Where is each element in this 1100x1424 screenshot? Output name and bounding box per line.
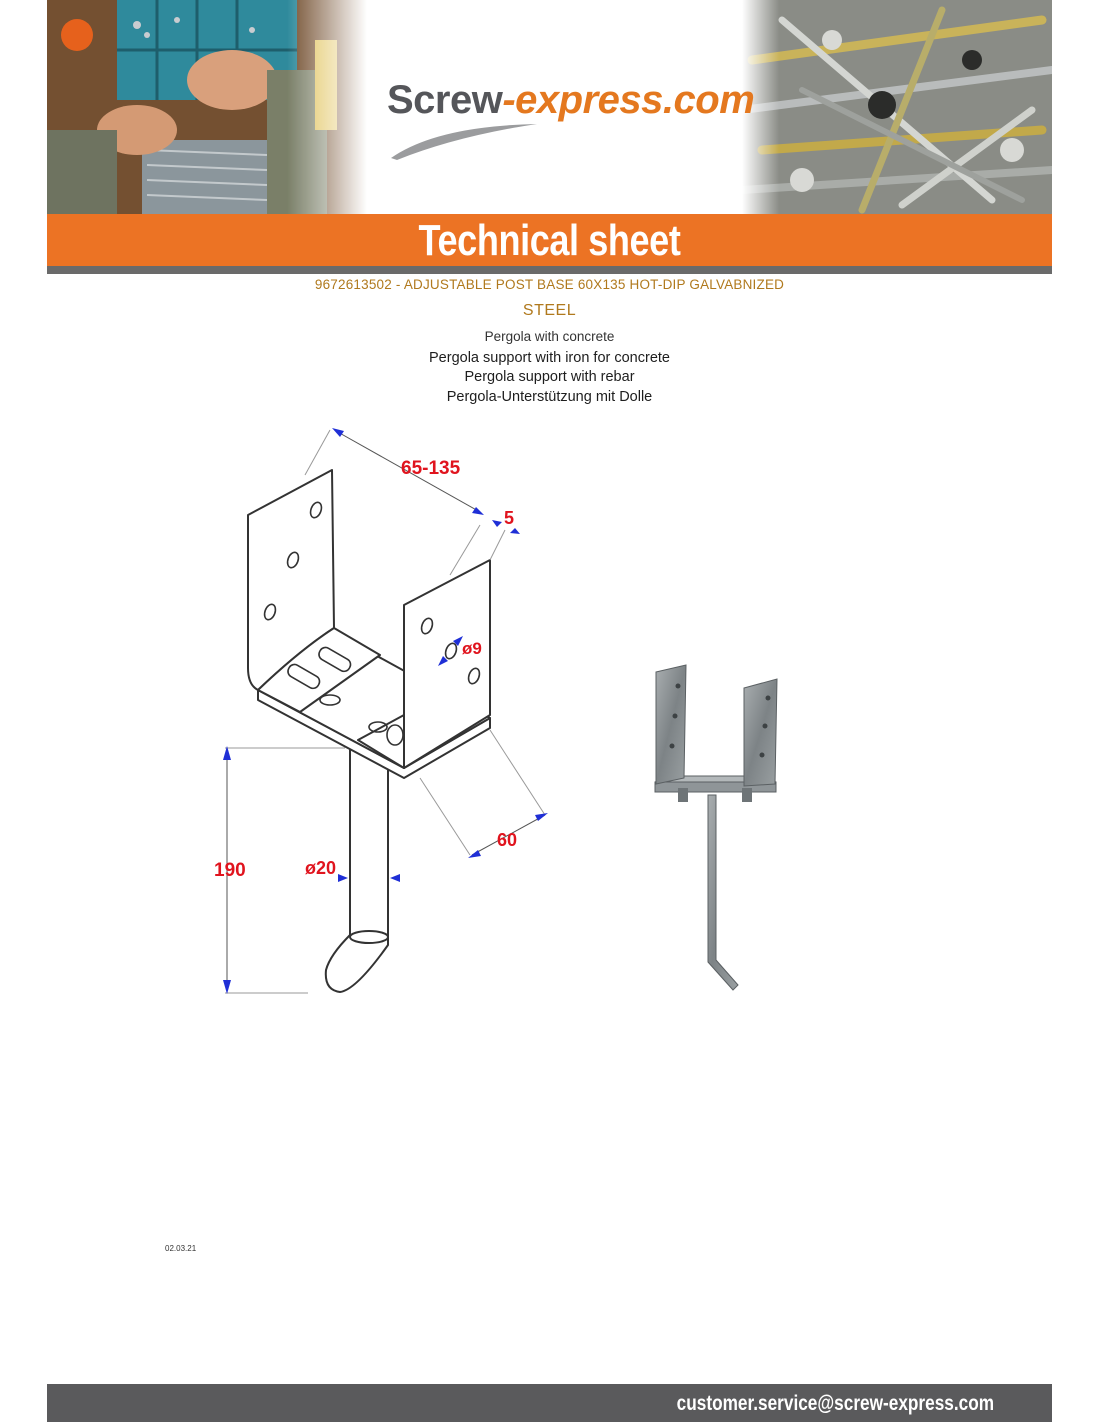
footer-email-link[interactable]: customer.service@screw-express.com [676, 1392, 994, 1415]
logo-swoosh [387, 122, 547, 162]
product-material: STEEL [522, 302, 577, 319]
title-bar-underline [47, 266, 1052, 274]
logo-text-domain: -express.com [502, 78, 755, 122]
product-name-1: Pergola with concrete [484, 329, 615, 344]
product-title: 9672613502 - ADJUSTABLE POST BASE 60X135 HOT-DIP GALVABNIZED [314, 277, 785, 292]
screws-photo [742, 0, 1052, 214]
logo-text-screw: Screw [387, 78, 503, 122]
dim-thickness: 5 [504, 508, 515, 528]
footer-bar [47, 1384, 1052, 1422]
dim-width-range: 65-135 [401, 458, 461, 479]
dim-hole-diameter: ø9 [462, 639, 482, 658]
product-name-3: Pergola support with rebar [464, 369, 635, 385]
product-name-2: Pergola support with iron for concrete [429, 350, 670, 366]
revision-date: 02.03.21 [165, 1244, 197, 1253]
title-bar [47, 214, 1052, 266]
dim-rod-diameter: ø20 [305, 858, 337, 878]
dim-depth: 60 [497, 830, 518, 850]
header-banner [47, 0, 1052, 214]
technical-drawing [205, 420, 565, 1005]
workbench-photo [47, 0, 367, 214]
page-title: Technical sheet [418, 216, 681, 265]
product-photo [640, 655, 790, 1000]
dim-height: 190 [214, 860, 246, 881]
product-name-4: Pergola-Unterstützung mit Dolle [446, 389, 653, 405]
screw-express-logo [387, 78, 755, 168]
